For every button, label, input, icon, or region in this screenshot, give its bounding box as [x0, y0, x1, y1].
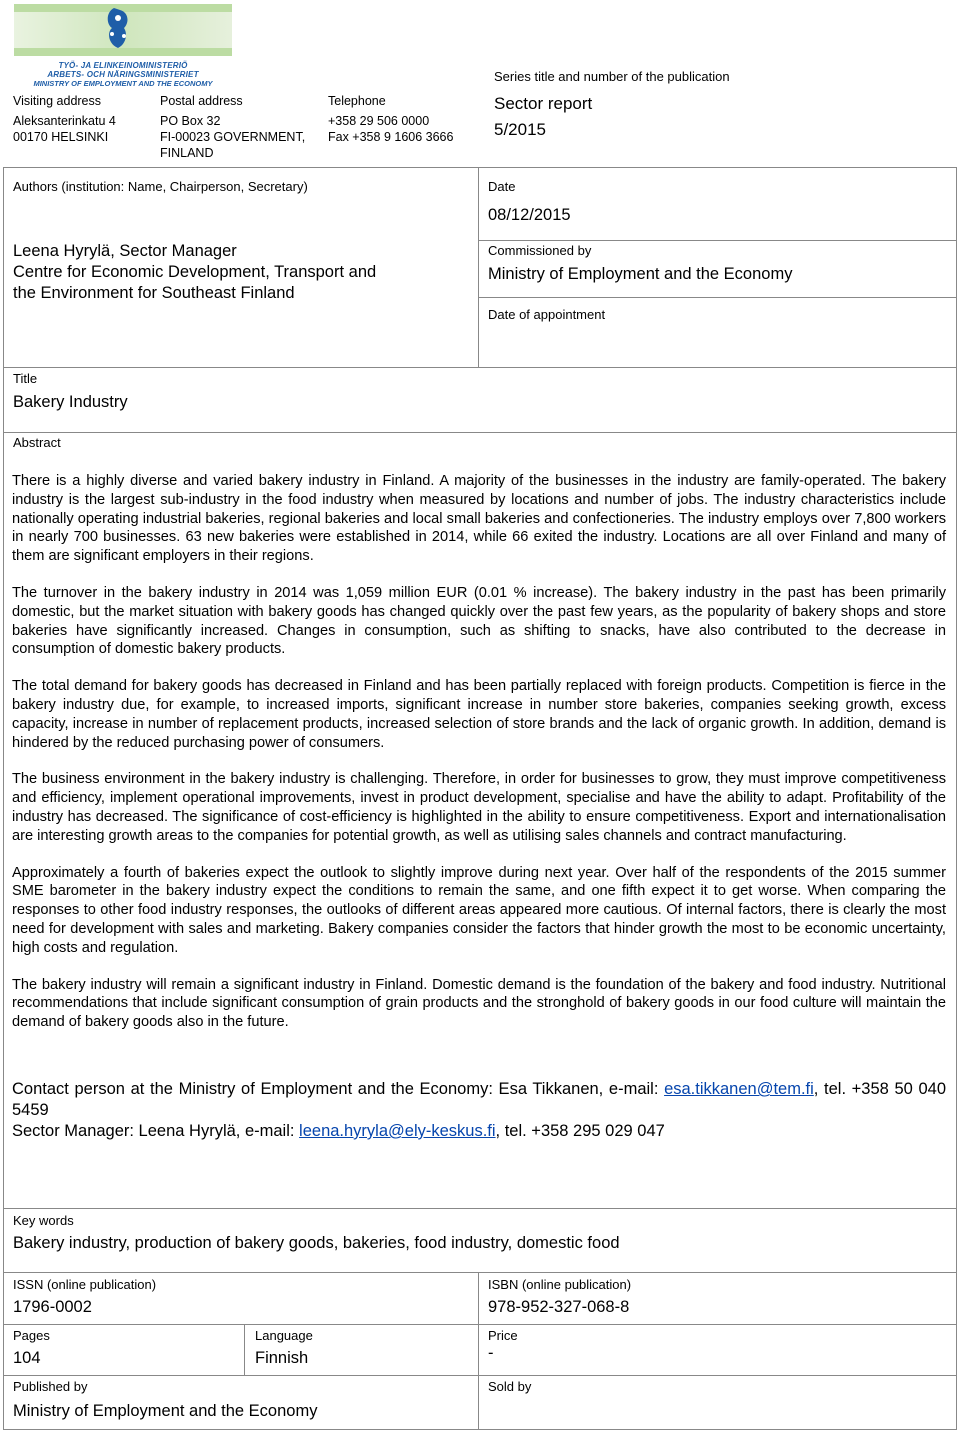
date-value: 08/12/2015 [488, 206, 571, 224]
logo-text-sv: ARBETS- OCH NÄRINGSMINISTERIET [47, 70, 199, 79]
contact-block [12, 1079, 946, 1142]
published-value: Ministry of Employment and the Economy [13, 1402, 318, 1420]
authors-block [13, 241, 376, 304]
logo-text-fi: TYÖ- JA ELINKEINOMINISTERIÖ [58, 61, 188, 70]
postal-address-label: Postal address [160, 94, 243, 108]
divider-vertical-language [244, 1324, 245, 1375]
keywords-value: Bakery industry, production of bakery goods, bakeries, food industry, domestic food [13, 1234, 620, 1252]
divider-keywords [3, 1208, 957, 1209]
price-label: Price [488, 1328, 518, 1343]
telephone-line: Fax +358 9 1606 3666 [328, 130, 454, 144]
keywords-label: Key words [13, 1213, 74, 1228]
date-label: Date [488, 179, 516, 194]
issn-value: 1796-0002 [13, 1298, 92, 1316]
series-title: Sector report [494, 94, 593, 113]
sector-manager-phone: , tel. +358 295 029 047 [495, 1122, 665, 1140]
ministry-logo [14, 4, 232, 88]
author-line: Leena Hyrylä, Sector Manager [13, 242, 237, 260]
visiting-address [13, 113, 116, 145]
divider-published [3, 1375, 957, 1376]
frame-top [3, 167, 957, 168]
commissioned-label: Commissioned by [488, 243, 592, 258]
logo-text-en: MINISTRY OF EMPLOYMENT AND THE ECONOMY [33, 79, 213, 88]
pages-label: Pages [13, 1328, 50, 1343]
abstract-body [12, 472, 946, 1050]
contact-person-phone: , tel. +358 50 040 5459 [12, 1080, 947, 1119]
postal-address-line: PO Box 32 [160, 114, 221, 128]
abstract-paragraph: The total demand for bakery goods has decreased in Finland and has been partially replaced with foreign products. Competition is fierce in the bakery industry due, for example, to increased imports, significant increase in number store bakeries, companies seeking growth, excess capacity, increase in number of replacement products, increased selection of store brands and the lack of organic growth. In addition, demand is hindered by the reduced purchasing power of consumers. [12, 678, 946, 751]
sector-manager-email-link[interactable]: leena.hyryla@ely-keskus.fi [299, 1122, 496, 1140]
commissioned-value: Ministry of Employment and the Economy [488, 265, 793, 283]
postal-address-line: FINLAND [160, 146, 214, 160]
contact-person-text: Contact person at the Ministry of Employment and the Economy: Esa Tikkanen, e-mail: [12, 1080, 665, 1098]
divider-vertical-bottom [478, 1272, 479, 1430]
postal-address [160, 113, 305, 161]
published-label: Published by [13, 1379, 88, 1394]
sector-manager-line [12, 1121, 946, 1142]
title-label: Title [13, 371, 38, 386]
frame-right [956, 167, 957, 1430]
divider-pages [3, 1324, 957, 1325]
abstract-paragraph: The turnover in the bakery industry in 2014 was 1,059 million EUR (0.01 % increase). The bakery industry in the past has been primarily domestic, but the market situation with bakery goods has changed quickly over the past few years, as the popularity of bakery shops and store bakeries have significantly increased. Changes in consumption, such as shifting to snacks, have also contributed to the decrease in consumption of domestic bakery products. [12, 584, 946, 658]
divider-commissioned [478, 297, 956, 298]
visiting-address-label: Visiting address [13, 94, 102, 108]
divider-issn [3, 1272, 957, 1273]
frame-left [3, 167, 4, 1430]
issn-label: ISSN (online publication) [13, 1277, 157, 1292]
divider-date [478, 240, 956, 241]
telephone-line: +358 29 506 0000 [328, 114, 430, 128]
sector-manager-text: Sector Manager: Leena Hyrylä, e-mail: [12, 1122, 300, 1140]
divider-title [3, 367, 957, 368]
language-label: Language [255, 1328, 313, 1343]
series-label: Series title and number of the publication [494, 69, 730, 84]
telephone-numbers [328, 113, 453, 145]
series-number: 5/2015 [494, 120, 546, 139]
divider-abstract [3, 432, 957, 433]
author-line: Centre for Economic Development, Transport and [13, 263, 377, 281]
sold-label: Sold by [488, 1379, 532, 1394]
pages-value: 104 [13, 1349, 41, 1367]
divider-vertical-top [478, 167, 479, 367]
abstract-paragraph: Approximately a fourth of bakeries expect the outlook to slightly improve during next year. Over half of the respondents of the 2015 summer SME barometer in the bakery industry expect the conditions to remain the same, and one fifth expect it to get worse. When comparing the responses to other food industry responses, the outlooks of different areas appeared more cautious. Of internal factors, there is clearly the most need for development with sales and marketing. Bakery companies consider the factors that hinder growth the most to be economic uncertainty, high costs and regulation. [12, 864, 946, 956]
contact-person-line [12, 1079, 946, 1121]
abstract-paragraph: The bakery industry will remain a significant industry in Finland. Domestic demand is the foundation of the bakery and food industry. Nutritional recommendations that include significant consumption of grain products and the stronghold of bakery goods in our food culture will maintain the demand of bakery goods also in the future. [12, 976, 946, 1031]
abstract-label: Abstract [13, 435, 61, 450]
appointment-label: Date of appointment [488, 307, 606, 322]
abstract-paragraph: The business environment in the bakery industry is challenging. Therefore, in order for businesses to grow, they must improve competitiveness and efficiency, implement operational improvements, invest in product development, specialise and have the ability to adapt. Profitability of the industry has decreased. The significance of cost-efficiency is highlighted in the ability to ensure competitiveness. Export and internationalisation are interesting growth areas to the companies for potential growth, as well as utilising sales channels and contract manufacturing. [12, 771, 946, 844]
visiting-address-line: 00170 HELSINKI [13, 130, 109, 144]
postal-address-line: FI-00023 GOVERNMENT, [160, 130, 306, 144]
isbn-value: 978-952-327-068-8 [488, 1298, 630, 1316]
report-title: Bakery Industry [13, 393, 128, 411]
visiting-address-line: Aleksanterinkatu 4 [13, 114, 116, 128]
logo-flag-graphic [14, 4, 232, 56]
author-line: the Environment for Southeast Finland [13, 284, 295, 302]
language-value: Finnish [255, 1349, 309, 1367]
contact-email-link[interactable]: esa.tikkanen@tem.fi [664, 1080, 814, 1098]
price-value: - [488, 1344, 494, 1362]
authors-label: Authors (institution: Name, Chairperson, Secretary) [13, 179, 308, 194]
isbn-label: ISBN (online publication) [488, 1277, 632, 1292]
telephone-label: Telephone [328, 94, 386, 108]
abstract-paragraph: There is a highly diverse and varied bakery industry in Finland. A majority of the businesses in the industry are family-operated. The bakery industry is the largest sub-industry in the food industry when measured by locations and number of jobs. The industry characteristics include nationally operating industrial bakeries, regional bakeries and local small bakeries and confectioneries. The industry employs over 7,800 workers in nearly 700 businesses. 63 new bakeries were established in 2014, while 66 exited the industry. Locations are all over Finland and many of them are significant employers in their regions. [12, 473, 946, 565]
